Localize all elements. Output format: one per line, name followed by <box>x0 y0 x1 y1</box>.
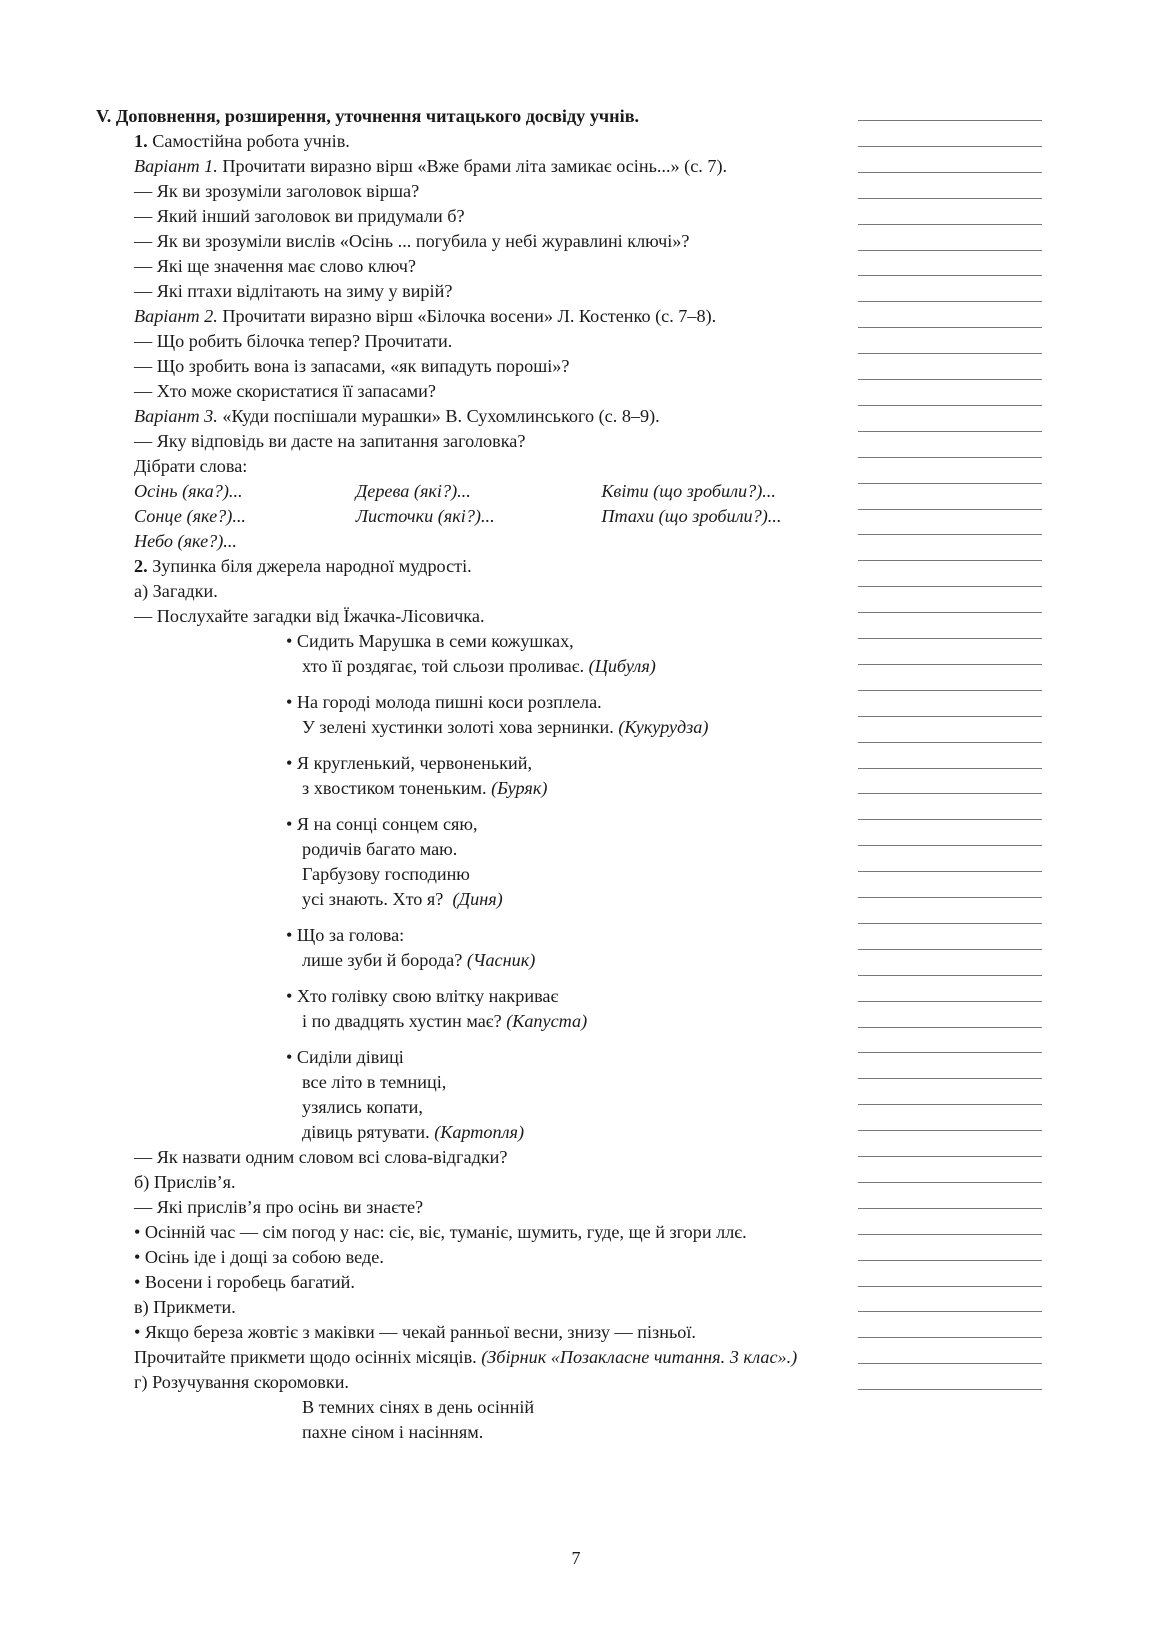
note-line <box>858 534 1042 535</box>
question: — Що робить білочка тепер? Прочитати. <box>134 331 453 351</box>
note-line <box>858 1260 1042 1261</box>
variant-2-text: Прочитати виразно вірш «Білочка восени» Л. Костенко (с. 7–8). <box>217 306 717 326</box>
page-number: 7 <box>571 1548 581 1568</box>
task-2-text: Зупинка біля джерела народної мудрості. <box>147 556 472 576</box>
riddle-answer: (Цибуля) <box>588 656 656 676</box>
riddle-line: Гарбузову господиню <box>302 864 470 884</box>
note-line <box>858 405 1042 406</box>
riddle-line: • Сиділи дівиці <box>286 1047 404 1067</box>
note-line <box>858 923 1042 924</box>
page-content <box>96 104 841 1445</box>
riddle-line: • Що за голова: <box>286 925 405 945</box>
proverbs-question: — Які прислів’я про осінь ви знаєте? <box>134 1197 424 1217</box>
section-heading: V. Доповнення, розширення, уточнення читацького досвіду учнів. <box>96 106 640 126</box>
word-prompt: Сонце (яке?)... <box>134 506 246 526</box>
riddle <box>96 751 841 801</box>
riddle-line: хто її роздягає, той сльози проливає. <box>302 656 585 676</box>
variant-3-text: «Куди поспішали мурашки» В. Сухомлинського (с. 8–9). <box>217 406 660 426</box>
riddle-last-line <box>96 948 841 973</box>
note-line <box>858 431 1042 432</box>
riddle-last-line <box>96 654 841 679</box>
riddle <box>96 690 841 740</box>
note-line <box>858 1104 1042 1105</box>
riddle-answer: (Буряк) <box>491 778 548 798</box>
task-1-text: Самостійна робота учнів. <box>147 131 350 151</box>
note-line <box>858 1052 1042 1053</box>
riddle <box>96 923 841 973</box>
signs-label: в) Прикмети. <box>134 1297 236 1317</box>
signs-source: (Збірник «Позакласне читання. 3 клас».) <box>481 1347 798 1367</box>
question: — Хто може скористатися її запасами? <box>134 381 436 401</box>
note-line <box>858 353 1042 354</box>
note-line <box>858 586 1042 587</box>
pick-words-label: Дібрати слова: <box>134 456 248 476</box>
note-line <box>858 1001 1042 1002</box>
note-line <box>858 845 1042 846</box>
tongue-twister-line: В темних сінях в день осінній <box>302 1397 535 1417</box>
question: — Який інший заголовок ви придумали б? <box>134 206 465 226</box>
task-2 <box>96 554 841 579</box>
riddle-line: • Сидить Марушка в семи кожушках, <box>286 631 574 651</box>
signs-instruction <box>96 1345 841 1370</box>
variant-1 <box>96 154 841 179</box>
note-line <box>858 1363 1042 1364</box>
note-line <box>858 664 1042 665</box>
variant-1-label: Варіант 1. <box>134 156 218 176</box>
riddle-answer: (Капуста) <box>506 1011 588 1031</box>
note-line <box>858 146 1042 147</box>
words-row <box>96 504 841 529</box>
note-line <box>858 198 1042 199</box>
note-line <box>858 690 1042 691</box>
proverbs-label: б) Прислів’я. <box>134 1172 236 1192</box>
variant-3 <box>96 404 841 429</box>
question: — Як ви зрозуміли заголовок вірша? <box>134 181 420 201</box>
note-line <box>858 975 1042 976</box>
question: — Які птахи відлітають на зиму у вирій? <box>134 281 453 301</box>
riddle-line: лише зуби й борода? <box>302 950 463 970</box>
note-line <box>858 871 1042 872</box>
riddle-line: усі знають. Хто я? <box>302 889 444 909</box>
note-line <box>858 250 1042 251</box>
riddle-line: дівиць рятувати. <box>302 1122 430 1142</box>
note-line <box>858 1311 1042 1312</box>
note-line <box>858 742 1042 743</box>
riddle-line: і по двадцять хустин має? <box>302 1011 502 1031</box>
riddle <box>96 812 841 912</box>
proverb: • Осінь іде і дощі за собою веде. <box>134 1247 384 1267</box>
riddles-label: а) Загадки. <box>134 581 218 601</box>
note-line <box>858 1156 1042 1157</box>
riddle-answer: (Кукурудза) <box>618 717 709 737</box>
task-1 <box>96 129 841 154</box>
riddle <box>96 629 841 679</box>
note-line <box>858 1234 1042 1235</box>
riddle-last-line <box>96 776 841 801</box>
riddle-answer: (Картопля) <box>434 1122 525 1142</box>
riddle-line: • Я кругленький, червоненький, <box>286 753 533 773</box>
riddle-line: • На городі молода пишні коси розплела. <box>286 692 602 712</box>
riddle-line: родичів багато маю. <box>302 839 458 859</box>
tongue-twister-label: г) Розучування скоромовки. <box>134 1372 349 1392</box>
word-prompt: Квіти (що зробили?)... <box>601 481 776 501</box>
riddle <box>96 984 841 1034</box>
variant-2-label: Варіант 2. <box>134 306 218 326</box>
note-line <box>858 1337 1042 1338</box>
riddles-question: — Як назвати одним словом всі слова-відгадки? <box>134 1147 508 1167</box>
riddle-line: все літо в темниці, <box>302 1072 447 1092</box>
note-line <box>858 509 1042 510</box>
riddle-last-line <box>96 1120 841 1145</box>
note-line <box>858 1027 1042 1028</box>
task-1-number: 1. <box>134 131 148 151</box>
signs-text: Прочитайте прикмети щодо осінніх місяців. <box>134 1347 482 1367</box>
question: — Яку відповідь ви дасте на запитання заголовка? <box>134 431 526 451</box>
note-line <box>858 1208 1042 1209</box>
note-line <box>858 612 1042 613</box>
note-line <box>858 172 1042 173</box>
note-line <box>858 1182 1042 1183</box>
word-prompt: Дерева (які?)... <box>355 481 471 501</box>
note-line <box>858 327 1042 328</box>
riddle-answer: (Диня) <box>452 889 503 909</box>
note-line <box>858 120 1042 121</box>
riddle-line: У зелені хустинки золоті хова зернинки. <box>302 717 614 737</box>
note-line <box>858 1286 1042 1287</box>
riddle-line: • Я на сонці сонцем сяю, <box>286 814 478 834</box>
riddles-intro: — Послухайте загадки від Їжачка-Лісовичка. <box>134 606 485 626</box>
note-line <box>858 819 1042 820</box>
note-line <box>858 301 1042 302</box>
riddle-last-line <box>96 1009 841 1034</box>
note-line <box>858 275 1042 276</box>
question: — Що зробить вона із запасами, «як випадуть пороші»? <box>134 356 570 376</box>
note-line <box>858 793 1042 794</box>
note-line <box>858 560 1042 561</box>
words-row <box>96 479 841 504</box>
word-prompt: Небо (яке?)... <box>134 531 237 551</box>
note-line <box>858 949 1042 950</box>
word-prompt: Птахи (що зробили?)... <box>601 506 782 526</box>
riddle-last-line <box>96 887 841 912</box>
note-line <box>858 638 1042 639</box>
variant-1-text: Прочитати виразно вірш «Вже брами літа замикає осінь...» (с. 7). <box>217 156 728 176</box>
question: — Як ви зрозуміли вислів «Осінь ... погубила у небі журавлині ключі»? <box>134 231 690 251</box>
riddle-line: узялись копати, <box>302 1097 423 1117</box>
note-line <box>858 1078 1042 1079</box>
riddle-line: • Хто голівку свою влітку накриває <box>286 986 559 1006</box>
note-line <box>858 224 1042 225</box>
riddle-last-line <box>96 715 841 740</box>
riddle-answer: (Часник) <box>466 950 536 970</box>
proverb: • Осінній час — сім погод у нас: сіє, віє, туманіє, шумить, гуде, ще й згори ллє. <box>134 1222 747 1242</box>
note-line <box>858 457 1042 458</box>
word-prompt: Листочки (які?)... <box>355 506 495 526</box>
proverb: • Восени і горобець багатий. <box>134 1272 355 1292</box>
sign: • Якщо береза жовтіє з маківки — чекай ранньої весни, знизу — пізньої. <box>134 1322 696 1342</box>
riddle-line: з хвостиком тоненьким. <box>302 778 487 798</box>
question: — Які ще значення має слово ключ? <box>134 256 416 276</box>
variant-3-label: Варіант 3. <box>134 406 218 426</box>
note-line <box>858 1130 1042 1131</box>
tongue-twister-line: пахне сіном і насінням. <box>302 1422 484 1442</box>
note-line <box>858 379 1042 380</box>
note-line <box>858 897 1042 898</box>
riddle <box>96 1045 841 1145</box>
variant-2 <box>96 304 841 329</box>
word-prompt: Осінь (яка?)... <box>134 481 243 501</box>
task-2-number: 2. <box>134 556 148 576</box>
note-line <box>858 768 1042 769</box>
note-line <box>858 716 1042 717</box>
note-line <box>858 483 1042 484</box>
note-line <box>858 1389 1042 1390</box>
